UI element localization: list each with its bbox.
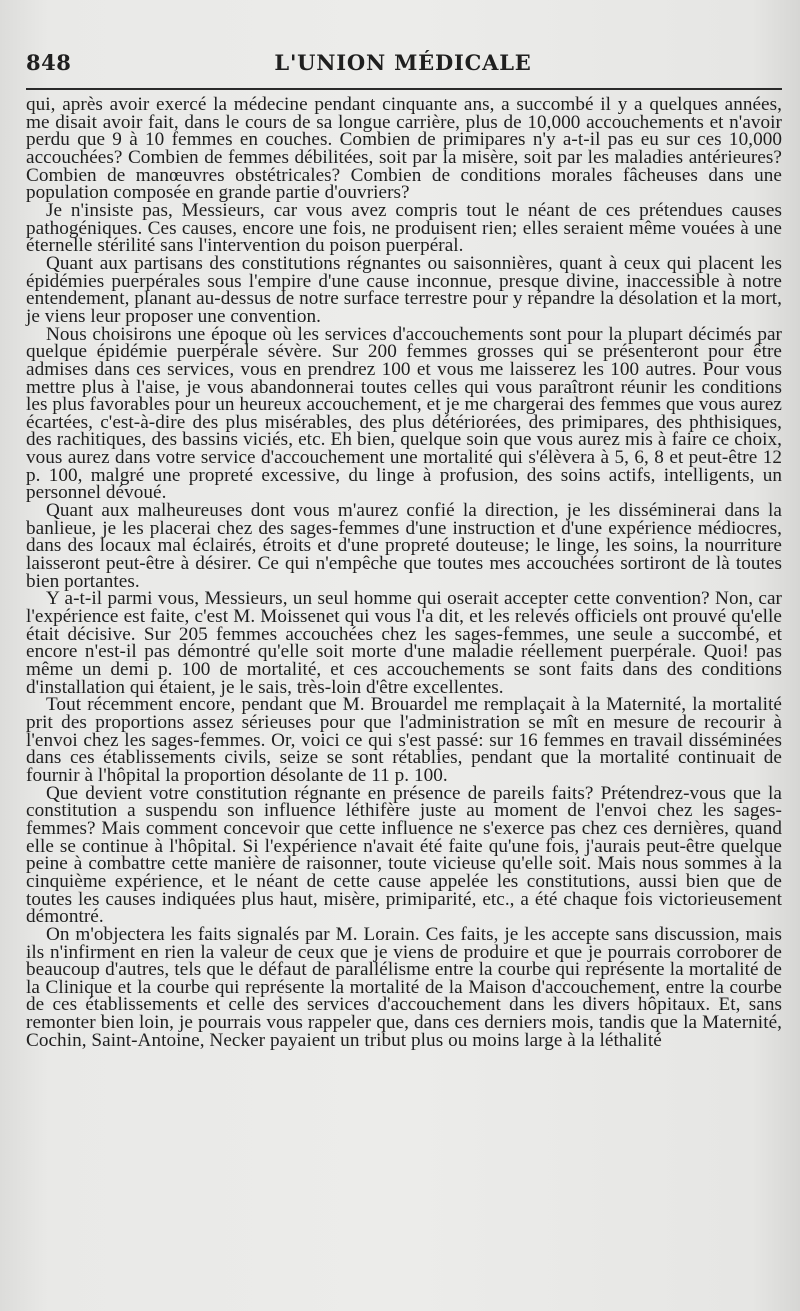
header-rule bbox=[26, 88, 782, 90]
paragraph: On m'objectera les faits signalés par M. Lorain. Ces faits, je les accepte sans discussion, mais ils n'infirment en rien la valeur de ceux que je viens de produire et que je pourrais corroborer de beaucoup d'autres, tels que le défaut de parallélisme entre la courbe qui représente la mortalité de la Clinique et la courbe qui représente la mortalité de la Maison d'accouchement, entre la courbe de ces établissements et celle des services d'accouchement dans les divers hôpitaux. Et, sans remonter bien loin, je pourrais vous rappeler que, dans ces derniers mois, tandis que la Maternité, Cochin, Saint-Antoine, Necker payaient un tribut plus ou moins large à la léthalité bbox=[26, 923, 782, 1051]
paragraph: Je n'insiste pas, Messieurs, car vous avez compris tout le néant de ces prétendues causes pathogéniques. Ces causes, encore une fois, ne produisent rien; elles seraient même vouées à une éternelle stérilité sans l'intervention du poison puerpéral. bbox=[26, 199, 782, 257]
paragraph-continued: qui, après avoir exercé la médecine pendant cinquante ans, a succombé il y a quelques années, me disait avoir fait, dans le cours de sa longue carrière, plus de 10,000 accouchements et n'avoir perdu que 9 à 10 femmes en couches. Combien de primipares n'y a-t-il pas eu sur ces 10,000 accouchées? Combien de femmes débilitées, soit par la misère, soit par les maladies antérieures? Combien de manœuvres obstétricales? Combien de conditions morales fâcheuses dans une population composée en grande partie d'ouvriers? bbox=[26, 94, 782, 204]
paragraph: Y a-t-il parmi vous, Messieurs, un seul homme qui oserait accepter cette convention? Non, car l'expérience est faite, c'est M. Moissenet qui vous l'a dit, et les relevés officiels ont prouvé qu'elle était décisive. Sur 205 femmes accouchées chez les sages-femmes, une seule a succombé, et encore n'est-il pas démontré qu'elle soit morte d'une maladie réellement puerpérale. Quoi! pas même un demi p. 100 de mortalité, et ces accouchements se sont faits dans des conditions d'installation qui étaient, je le sais, très-loin d'être excellentes. bbox=[26, 588, 782, 698]
paragraph: Quant aux partisans des constitutions régnantes ou saisonnières, quant à ceux qui placent les épidémies puerpérales sous l'empire d'une cause inconnue, presque divine, inaccessible à notre entendement, planant au-dessus de notre surface terrestre pour y répandre la désolation et la mort, je viens leur proposer une convention. bbox=[26, 252, 782, 327]
paragraph: Quant aux malheureuses dont vous m'aurez confié la direction, je les disséminerai dans la banlieue, je les placerai chez des sages-femmes d'une instruction et d'une expérience médiocres, dans des locaux mal éclairés, étroits et d'une propreté douteuse; le linge, les soins, la nourriture laisseront peut-être à désirer. Ce qui n'empêche que toutes mes accouchées sortiront de là toutes bien portantes. bbox=[26, 500, 782, 592]
article-body bbox=[26, 96, 782, 1049]
paragraph: Que devient votre constitution régnante en présence de pareils faits? Prétendrez-vous que la constitution a suspendu son influence léthifère juste au moment de l'envoi chez les sages-femmes? Mais comment concevoir que cette influence ne s'exerce pas chez ces dernières, quand elle se continue à l'hôpital. Si l'expérience n'avait été faite qu'une fois, j'aurais peut-être quelque peine à combattre cette manière de raisonner, toute vicieuse qu'elle soit. Mais nous sommes à la cinquième expérience, et le néant de cette cause appelée les constitutions, aussi bien que de toutes les causes indiquées plus haut, misère, primiparité, etc., a été chaque fois victorieusement démontré. bbox=[26, 782, 782, 928]
page-number: 848 bbox=[26, 50, 72, 75]
page-header bbox=[26, 46, 780, 82]
paragraph: Nous choisirons une époque où les services d'accouchements sont pour la plupart décimés par quelque épidémie puerpérale sévère. Sur 200 femmes grosses qui se présenteront pour être admises dans ces services, vous en prendrez 100 et vous me laisserez les 100 autres. Pour vous mettre plus à l'aise, je vous abandonnerai toutes celles qui vous paraîtront réunir les conditions les plus favorables pour un heureux accouchement, et je me chargerai des femmes que vous aurez écartées, c'est-à-dire des plus misérables, des plus détériorées, des primipares, des phthisiques, des rachitiques, des bassins viciés, etc. Eh bien, quelque soin que vous aurez mis à faire ce choix, vous aurez dans votre service d'accouchement une mortalité qui s'élèvera à 5, 6, 8 et peut-être 12 p. 100, malgré une propreté excessive, du linge à profusion, des soins actifs, intelligents, un personnel dévoué. bbox=[26, 323, 782, 504]
running-title: L'UNION MÉDICALE bbox=[274, 50, 532, 75]
paragraph: Tout récemment encore, pendant que M. Brouardel me remplaçait à la Maternité, la mortalité prit des proportions assez sérieuses pour que l'administration se mît en mesure de recourir à l'envoi chez les sages-femmes. Or, voici ce qui s'est passé: sur 16 femmes en travail disséminées dans ces établissements civils, seize se sont rétablies, pendant que la mortalité continuait de fournir à l'hôpital la proportion désolante de 11 p. 100. bbox=[26, 694, 782, 786]
